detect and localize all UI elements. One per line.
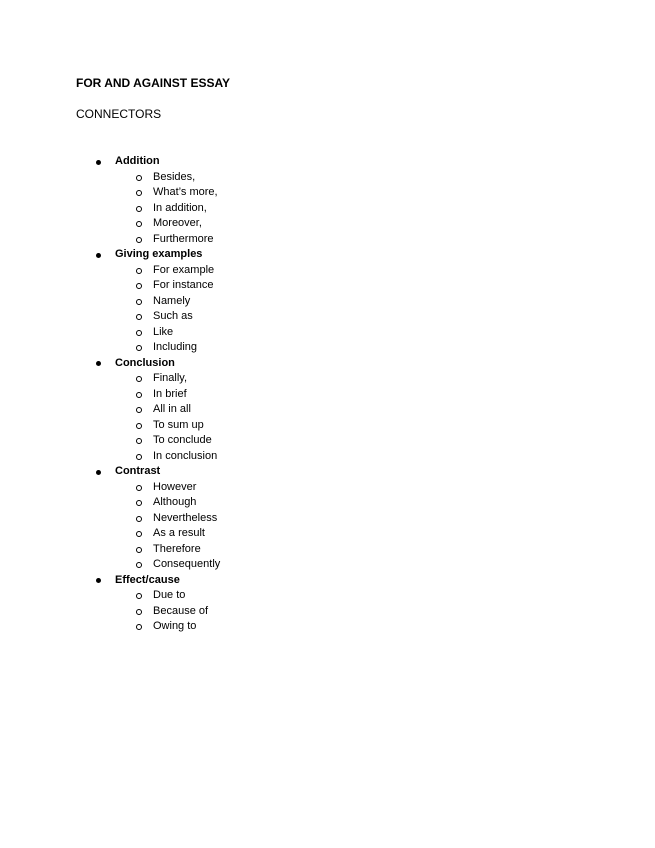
circle-bullet-icon xyxy=(136,206,142,212)
connector-label: Because of xyxy=(153,604,209,617)
connector-label: For instance xyxy=(153,279,214,291)
connector-label: Besides, xyxy=(153,170,196,183)
connector-label: In conclusion xyxy=(153,449,218,462)
circle-bullet-icon xyxy=(136,593,142,599)
connector-label: All in all xyxy=(153,403,191,415)
category-label: Conclusion xyxy=(115,356,175,369)
circle-bullet-icon xyxy=(136,345,142,351)
circle-bullet-icon xyxy=(136,221,142,227)
bullet-icon xyxy=(96,160,101,165)
circle-bullet-icon xyxy=(136,423,142,429)
circle-bullet-icon xyxy=(136,609,142,615)
category-label: Addition xyxy=(115,155,160,167)
circle-bullet-icon xyxy=(136,516,142,522)
circle-bullet-icon xyxy=(136,562,142,568)
category-label: Effect/cause xyxy=(115,573,180,586)
connector-label: As a result xyxy=(153,527,205,539)
connector-label: Namely xyxy=(153,294,191,307)
circle-bullet-icon xyxy=(136,547,142,553)
connector-label: Furthermore xyxy=(153,232,214,245)
circle-bullet-icon xyxy=(136,237,142,243)
circle-bullet-icon xyxy=(136,438,142,444)
circle-bullet-icon xyxy=(136,330,142,336)
circle-bullet-icon xyxy=(136,454,142,460)
circle-bullet-icon xyxy=(136,190,142,196)
connector-label: Consequently xyxy=(153,558,221,570)
connector-label: Although xyxy=(153,496,197,508)
circle-bullet-icon xyxy=(136,314,142,320)
connector-label: Such as xyxy=(153,310,193,322)
circle-bullet-icon xyxy=(136,392,142,398)
document-title: FOR AND AGAINST ESSAY xyxy=(76,76,231,90)
circle-bullet-icon xyxy=(136,299,142,305)
connector-label: To sum up xyxy=(153,418,204,431)
bullet-icon xyxy=(96,361,101,366)
connector-label: Therefore xyxy=(153,542,201,555)
circle-bullet-icon xyxy=(136,531,142,537)
circle-bullet-icon xyxy=(136,407,142,413)
connector-label: Nevertheless xyxy=(153,511,218,524)
connector-label: Finally, xyxy=(153,372,188,384)
circle-bullet-icon xyxy=(136,175,142,181)
connector-label: In brief xyxy=(153,387,187,400)
circle-bullet-icon xyxy=(136,283,142,289)
category-label: Giving examples xyxy=(115,248,203,260)
bullet-icon xyxy=(96,470,101,475)
connector-label: In addition, xyxy=(153,201,207,214)
document-subtitle: CONNECTORS xyxy=(76,107,162,121)
connector-label: Due to xyxy=(153,589,186,601)
circle-bullet-icon xyxy=(136,485,142,491)
circle-bullet-icon xyxy=(136,376,142,382)
connector-label: For example xyxy=(153,263,215,276)
circle-bullet-icon xyxy=(136,268,142,274)
category-label: Contrast xyxy=(115,465,161,477)
bullet-icon xyxy=(96,578,101,583)
connector-label: Moreover, xyxy=(153,217,202,229)
connector-label: Like xyxy=(153,325,174,338)
circle-bullet-icon xyxy=(136,624,142,630)
bullet-icon xyxy=(96,253,101,258)
circle-bullet-icon xyxy=(136,500,142,506)
connector-label: Owing to xyxy=(153,620,197,632)
connector-label: However xyxy=(153,480,197,493)
connector-label: To conclude xyxy=(153,434,212,446)
connector-label: Including xyxy=(153,341,198,353)
connector-label: What’s more, xyxy=(153,186,218,198)
